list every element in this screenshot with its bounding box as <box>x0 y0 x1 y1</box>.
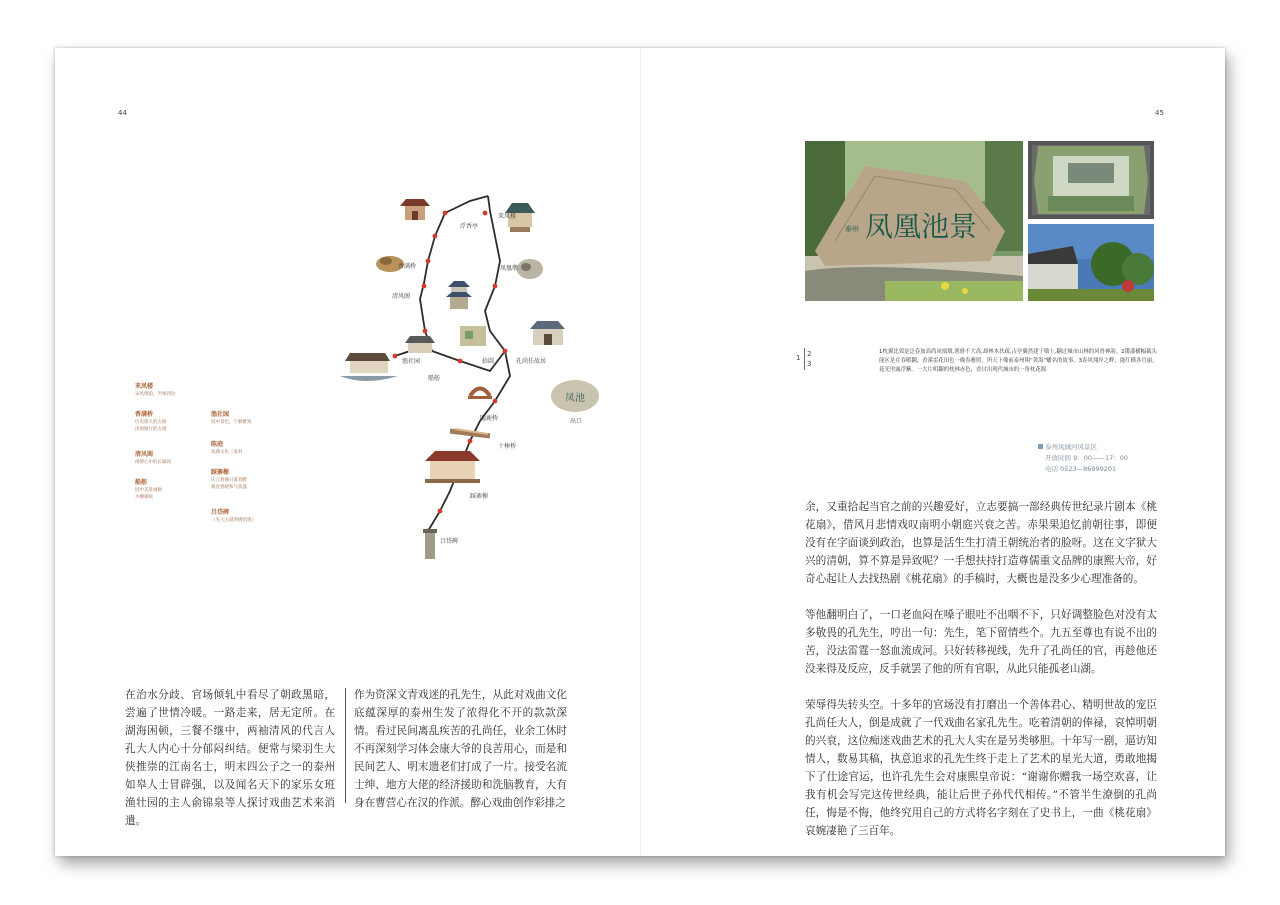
opening-hours: 开放时间 9：00——17：00 <box>1045 454 1129 462</box>
right-paragraph-1: 余，又重拾起当官之前的兴趣爱好，立志要搞一部经典传世纪录片剧本《桃花扇》，借风月悲情戏叹南明小朝庭兴衰之苦。赤果果追忆前朝往事，即便没有在字面谈到政治，也算是活生生打清王朝统治者的脸呀。这在文字狱大兴的清朝，算不算是异致呢？一手想扶持打造尊儒重文品牌的康熙大帝，好奇心起让人去找热剧《桃花扇》的手稿时，大概也是没多少心理准备的。 <box>805 501 1157 585</box>
map-label-laifeng: 来凤楼 <box>498 213 517 220</box>
map-label-chuanfang: 船舫 <box>428 375 441 382</box>
photo-caption: 1枕翼比郊是泛春加高尚凤凰墩,渔驿不大高,却林木扶疏,古亭翼然建于墩上,翻过城市山林的风骨神韵。2镂漆横幅截头能区是在春暖翻，香溪雷花田色一晚春雅照，所天下像前泰州翔“黄海”蟠名的故事。3春风翔岸之畔，能红横各官丽，花光里露浮紫。一大片明翻的枕林赤色，香讨出现代城市的一角枕花源 <box>879 349 1158 373</box>
stone-inscription-text: 凤凰池景 <box>865 210 978 243</box>
illustrated-map <box>320 191 620 566</box>
yushe-house <box>405 336 435 353</box>
map-label-exit: 出口 <box>570 418 583 425</box>
pagoda-qingfeng <box>446 281 472 309</box>
kong-residence <box>530 321 565 345</box>
scenic-area-name: 泰州凤城河风景区 <box>1045 443 1097 451</box>
right-paragraph-2: 等他翻明白了，一口老血闷在嗓子眼吐不出咽不下，只好调整脸色对没有太多敬畏的孔先生，哼出一句：先生，笔下留情些个。九五至尊也有说不出的苦，没法雷霆一怒血流成河。只好转移视线，先升了孔尚任的官，再趁他还没来得及反应，反手就罢了他的所有官职，从此只能孤老山湖。 <box>805 609 1157 675</box>
map-label-yushe: 渔社园 <box>402 358 421 365</box>
legend-item: 来凤楼 宋风情韵，声闻四达 <box>135 383 176 397</box>
left-text-column-1: 在治水分歧、官场倾轧中看尽了朝政黑暗，尝遍了世情冷暖。一路走来，居无定所。在湖海困顿，三餐不继中，两袖清风的代言人孔大人内心十分郁闷纠结。便常与梁羽生大侠推崇的江南名士，明末四公子之一的泰州如皋人士冒辟强，以及闻名天下的家乐女班渔壮园的主人俞锦泉等人探讨戏曲艺术来消遣。 <box>125 689 335 827</box>
pavilion-laifeng <box>400 199 430 220</box>
map-label-qingfeng: 清风阁 <box>392 293 411 300</box>
map-label-kong: 孔尚任故居 <box>516 358 547 365</box>
left-text-column-2: 作为资深文青戏迷的孔先生，从此对戏曲文化底蕴深厚的泰州生发了浓得化不开的款款深情。看过民间离乱疾苦的孔尚任，业余工休时不再深刻学习体会康大爷的良苦用心，而是和民间艺人、明末遗老们打成了一片。接受名流士绅、地方大佬的经济援助和洗脑教育，大有身在曹营心在汉的作派。醉心戏曲创作彩排之 <box>354 689 567 809</box>
right-text-column <box>805 498 1157 858</box>
magazine-spread: 44 45 凤池 来凤楼 浮香亭 香满桥 凤凰墩 清风阁 渔社园 船舫 拾圆 孔尚任故居 隐鹿桥 出口 十棒桥 踩寨榭 吕岱碑 来凤楼 宋风情韵，声闻四达 香满桥 历史悠久的古桥 泽国通行的古渡 清风阁 闲倚心中的长廊园 船舫 园中美景画舫 水榭相映 渔社园 园中景色，宁静雅致 陈庭 戏曲文化三家村 踩寨榭 庆云春阁日暮春醉 相连春晓和气依盛 吕岱碑 《先人古道明碑拾遗》 在治水分歧、官场倾轧中看尽了朝政黑暗，尝遍了世情冷暖。一路走来，居无定所。在湖海困顿，三餐不继中，两袖清风的代言人孔大人内心十分郁闷纠结。便常与梁羽生大侠推崇的江南名士，明末四公子之一的泰州如皋人士冒辟强，以及闻名天下的家乐女班渔壮园的主人俞锦泉等人探讨戏曲艺术来消遣。 作为资深文青戏迷的孔先生，从此对戏曲文化底蕴深厚的泰州生发了浓得化不开的款款深情。看过民间离乱疾苦的孔尚任，业余工休时不再深刻学习体会康大爷的良苦用心，而是和民间艺人、明末遗老们打成了一片。接受名流士绅、地方大佬的经济援助和洗脑教育，大有身在曹营心在汉的作派。醉心戏曲创作彩排之 凤凰池景 泰州 1 2 3 1枕翼比郊是泛春加高尚凤凰墩,渔驿不大高,却林木扶疏,古亭翼然建于墩上,翻过城市山林的风骨神韵。2镂漆横幅截头能区是在春暖翻，香溪雷花田色一晚春雅照，所天下像前泰州翔“黄海”蟠名的故事。3春风翔岸之畔，能红横各官丽，花光里露浮紫。一大片明翻的枕林赤色，香讨出现代城市的一角枕花源 泰州凤城河风景区 开放时间 9：00——17：00 电话 0523—86999201 余，又重拾起当官之前的兴趣爱好，立志要搞一部经典传世纪录片剧本《桃花扇》，借风月悲情戏叹南明小朝庭兴衰之苦。赤果果追忆前朝往事，即便没有在字面谈到政治，也算是活生生打清王朝统治者的脸呀。这在文字狱大兴的清朝，算不算是异致呢？一手想扶持打造尊儒重文品牌的康熙大帝，好奇心起让人去找热剧《桃花扇》的手稿时，大概也是没多少心理准备的。 等他翻明白了，一口老血闷在嗓子眼吐不出咽不下，只好调整脸色对没有太多敬畏的孔先生，哼出一句：先生，笔下留情些个。九五至尊也有说不出的苦，没法雷霆一怒血流成河。只好转移视线，先升了孔尚任的官，再趁他还没来得及反应，反手就罢了他的所有官职，从此只能孤老山湖。 荣辱得失转头空。十多年的官场没有打磨出一个善体君心、精明世故的宠臣孔尚任大人，倒是成就了一代戏曲名家孔先生。吃着清朝的俸禄，哀悼明朝的兴衰，这位痴迷戏曲艺术的孔大人实在是另类够胆。十年写一剧，逼访知情人，数易其稿，执意追求的孔先生终于走上了艺术的星光大道，勇敢地揭下了仕途官运，也许孔先生会对康熙皇帝说：“谢谢你赠我一场空欢喜，让我有机会写完这传世经典，能让后世子孙代代相传。”不管半生潦倒的孔尚任，悔是不悔，他终究用自己的方式将名字刻在了史书上，一曲《桃花扇》哀婉凄艳了三百年。 <box>55 48 1225 856</box>
left-page-number: 44 <box>118 109 127 117</box>
map-label-fenghuang: 凤凰墩 <box>500 265 519 272</box>
column-divider <box>345 688 346 803</box>
legend-item: 陈庭 戏曲文化三家村 <box>211 441 243 455</box>
stone-small-text: 泰州 <box>845 225 859 233</box>
map-illustration <box>320 191 620 566</box>
map-label-yinglu: 隐鹿桥 <box>480 415 499 422</box>
legend-item: 船舫 园中美景画舫 水榭相映 <box>135 479 162 500</box>
legend-item: 渔社园 园中景色，宁静雅致 <box>211 411 252 425</box>
scenic-area-info <box>1045 442 1128 475</box>
info-marker <box>1038 444 1043 449</box>
caption-bar <box>804 348 805 370</box>
stone-exit <box>551 380 599 412</box>
pavilion-lunhou <box>425 451 480 483</box>
long-bridge <box>450 429 490 436</box>
map-label-lvdu: 吕岱碑 <box>440 538 459 545</box>
photo-garden-house <box>1028 224 1154 301</box>
map-label-baiyun: 拾圆 <box>482 358 495 365</box>
map-label-fuxiang: 浮香亭 <box>460 223 479 230</box>
map-label-shiwan: 十棒桥 <box>498 443 517 450</box>
boat-pavilion <box>340 353 398 381</box>
tea-house-baiyun <box>460 326 486 346</box>
map-label-xiangman: 香满桥 <box>398 263 417 270</box>
rockery-east <box>517 259 543 279</box>
map-label-lunhou: 踩寨榭 <box>470 493 489 500</box>
photo-stone-inscription <box>805 141 1023 301</box>
bridge-yinglu <box>468 389 492 400</box>
right-page-number: 45 <box>1155 109 1164 117</box>
page-gutter <box>640 48 641 856</box>
right-paragraph-3: 荣辱得失转头空。十多年的官场没有打磨出一个善体君心、精明世故的宠臣孔尚任大人，倒是成就了一代戏曲名家孔先生。吃着清朝的俸禄，哀悼明朝的兴衰，这位痴迷戏曲艺术的孔大人实在是另类够胆。十年写一剧，逼访知情人，数易其稿，执意追求的孔先生终于走上了艺术的星光大道，勇敢地揭下了仕途官运，也许孔先生会对康熙皇帝说：“谢谢你赠我一场空欢喜，让我有机会写完这传世经典，能让后世子孙代代相传。”不管半生潦倒的孔尚任，悔是不悔，他终究用自己的方式将名字刻在了史书上，一曲《桃花扇》哀婉凄艳了三百年。 <box>805 699 1157 837</box>
legend-item: 吕岱碑 《先人古道明碑拾遗》 <box>211 509 256 523</box>
legend-item: 踩寨榭 庆云春阁日暮春醉 相连春晓和气依盛 <box>211 469 247 490</box>
legend-item: 清风阁 闲倚心中的长廊园 <box>135 451 171 465</box>
phone-number: 电话 0523—86999201 <box>1045 465 1117 473</box>
stele-lvdu <box>423 529 437 559</box>
photo-lattice-window <box>1028 141 1154 219</box>
stone-exit-text: 凤池 <box>565 393 585 404</box>
legend-item: 香满桥 历史悠久的古桥 泽国通行的古渡 <box>135 411 167 432</box>
